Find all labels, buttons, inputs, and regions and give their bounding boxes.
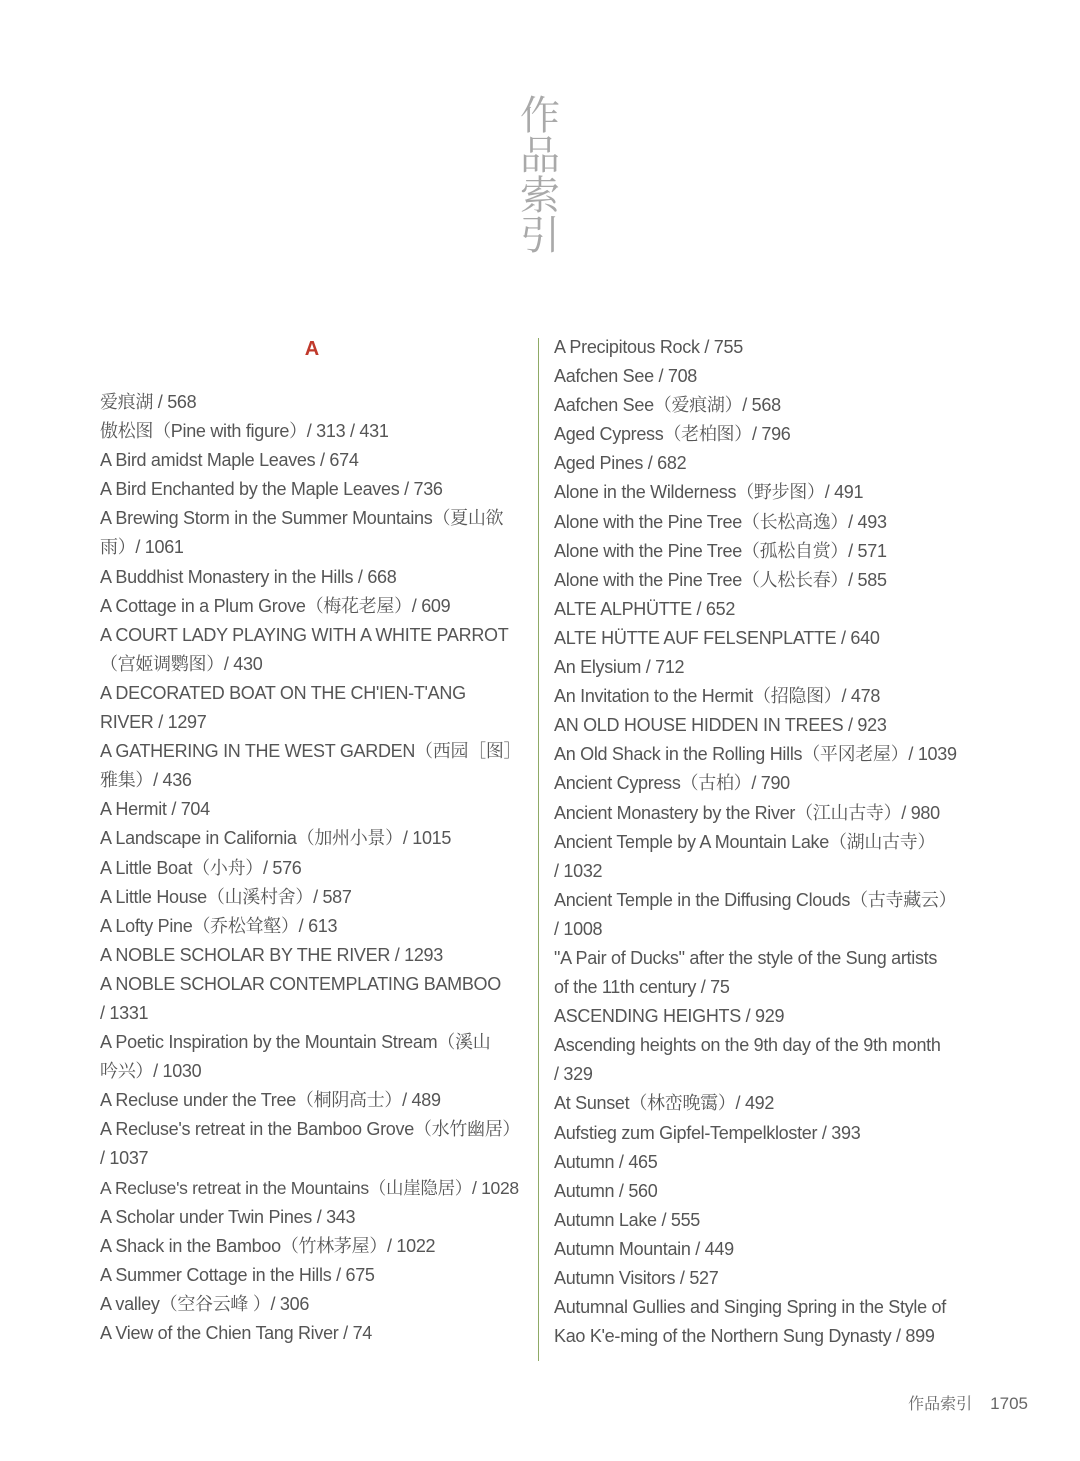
title-char: 品 [520, 133, 560, 179]
index-entry-line: 雨）/ 1061 [100, 537, 184, 558]
index-entry-line: A View of the Chien Tang River / 74 [100, 1323, 373, 1343]
index-entry-line: Aafchen See / 708 [554, 366, 698, 387]
index-entry-line: ALTE HÜTTE AUF FELSENPLATTE / 640 [554, 627, 880, 648]
index-entry-line: At Sunset（林峦晚霭）/ 492 [554, 1093, 775, 1114]
index-entry-line: An Invitation to the Hermit（招隐图）/ 478 [554, 686, 881, 707]
index-entry-line: / 329 [554, 1064, 593, 1085]
index-entry-line: Alone with the Pine Tree（孤松自赏）/ 571 [554, 540, 887, 561]
index-entry-line: 傲松图（Pine with figure）/ 313 / 431 [100, 421, 389, 442]
index-entry-line: A GATHERING IN THE WEST GARDEN（西园［图］ [100, 741, 522, 762]
index-entry-line: A COURT LADY PLAYING WITH A WHITE PARROT [100, 624, 509, 645]
index-entry-line: Kao K'e-ming of the Northern Sung Dynasty / 899 [554, 1326, 935, 1347]
index-entry-line: Aafchen See（爱痕湖）/ 568 [554, 395, 781, 416]
title-char: 引 [520, 213, 560, 259]
index-entry-line: A Bird amidst Maple Leaves / 674 [100, 450, 359, 471]
index-entry-line: 雅集）/ 436 [100, 770, 192, 791]
index-entry-line: A Hermit / 704 [100, 799, 210, 820]
index-entry-line: of the 11th century / 75 [554, 977, 730, 998]
index-entry-line: A Shack in the Bamboo（竹林茅屋）/ 1022 [100, 1235, 436, 1256]
page-number: 1705 [990, 1394, 1028, 1413]
index-entry-line: Autumn / 465 [554, 1151, 658, 1172]
index-entry-line: A Recluse under the Tree（桐阴高士）/ 489 [100, 1090, 441, 1111]
index-entry-line: Autumn Lake / 555 [554, 1209, 701, 1230]
index-entry-line: 爱痕湖 / 568 [100, 392, 197, 412]
index-entry-line: A NOBLE SCHOLAR CONTEMPLATING BAMBOO [100, 973, 501, 994]
index-entry-line: ASCENDING HEIGHTS / 929 [554, 1006, 785, 1027]
title-char: 作 [520, 93, 560, 139]
column-divider [538, 338, 539, 1361]
index-entry-line: A Buddhist Monastery in the Hills / 668 [100, 566, 397, 587]
index-entry-line: Autumnal Gullies and Singing Spring in the Style of [554, 1297, 946, 1318]
index-entry-line: Alone with the Pine Tree（长松高逸）/ 493 [554, 511, 887, 532]
section-letter: A [304, 338, 320, 360]
index-entry-line: Aufstieg zum Gipfel-Tempelkloster / 393 [554, 1122, 861, 1143]
index-entry-line: A Bird Enchanted by the Maple Leaves / 736 [100, 479, 443, 500]
index-entry-line: A DECORATED BOAT ON THE CH'IEN-T'ANG [100, 682, 466, 703]
index-entry-line: Autumn Mountain / 449 [554, 1238, 734, 1259]
index-entry-line: A Summer Cottage in the Hills / 675 [100, 1264, 375, 1285]
index-column-left [100, 388, 528, 1348]
index-entry-line: A Lofty Pine（乔松耸壑）/ 613 [100, 915, 338, 936]
page-footer [908, 1391, 1028, 1414]
index-entry-line: / 1037 [100, 1148, 149, 1169]
index-entry-line: A valley（空谷云峰 ）/ 306 [100, 1293, 310, 1314]
index-entry-line: A Recluse's retreat in the Bamboo Grove（水竹幽居） [100, 1119, 521, 1140]
index-entry-line: AN OLD HOUSE HIDDEN IN TREES / 923 [554, 715, 887, 736]
index-entry-line: ALTE ALPHÜTTE / 652 [554, 598, 736, 619]
index-entry-line: An Old Shack in the Rolling Hills（平冈老屋）/ 1039 [554, 744, 957, 765]
index-entry-line: A Scholar under Twin Pines / 343 [100, 1206, 356, 1227]
index-column-right [554, 333, 984, 1351]
index-entry-line: / 1032 [554, 860, 603, 881]
index-entry-line: A Poetic Inspiration by the Mountain Stream（溪山 [100, 1032, 491, 1053]
index-entry-line: A Recluse's retreat in the Mountains（山崖隐居）/ 1028 [100, 1177, 519, 1198]
index-entry-line: Alone with the Pine Tree（人松长春）/ 585 [554, 569, 887, 590]
index-entry-line: Autumn / 560 [554, 1180, 658, 1201]
index-entry-line: A Little House（山溪村舍）/ 587 [100, 886, 352, 907]
index-entry-line: Ascending heights on the 9th day of the 9th month [554, 1035, 941, 1056]
index-entry-line: / 1008 [554, 918, 603, 939]
index-entry-line: Ancient Cypress（古柏）/ 790 [554, 773, 790, 794]
index-entry-line: （宫姬调鹦图）/ 430 [100, 653, 263, 674]
index-entry-line: / 1331 [100, 1002, 149, 1023]
footer-label: 作品索引 [908, 1396, 973, 1413]
index-entry-line: "A Pair of Ducks" after the style of the Sung artists [554, 947, 938, 968]
index-entry-line: A Landscape in California（加州小景）/ 1015 [100, 828, 452, 849]
index-entry-line: Aged Pines / 682 [554, 453, 687, 474]
index-entry-line: A Cottage in a Plum Grove（梅花老屋）/ 609 [100, 595, 451, 616]
index-entry-line: Aged Cypress（老柏图）/ 796 [554, 424, 791, 445]
index-entry-line: A Precipitous Rock / 755 [554, 337, 743, 357]
index-entry-line: RIVER / 1297 [100, 712, 207, 733]
index-entry-line: An Elysium / 712 [554, 657, 685, 678]
page-title [515, 93, 565, 259]
index-entry-line: Autumn Visitors / 527 [554, 1268, 719, 1288]
index-entry-line: Ancient Temple by A Mountain Lake（湖山古寺） [554, 831, 936, 852]
index-entry-line: A NOBLE SCHOLAR BY THE RIVER / 1293 [100, 944, 443, 965]
index-entry-line: Ancient Monastery by the River（江山古寺）/ 980 [554, 802, 940, 823]
title-char: 索 [520, 173, 560, 219]
index-entry-line: Ancient Temple in the Diffusing Clouds（古寺藏云） [554, 889, 957, 910]
index-entry-line: 吟兴）/ 1030 [100, 1061, 202, 1082]
index-entry-line: Alone in the Wilderness（野步图）/ 491 [554, 482, 864, 503]
index-entry-line: A Brewing Storm in the Summer Mountains（夏山欲 [100, 508, 504, 529]
index-entry-line: A Little Boat（小舟）/ 576 [100, 857, 302, 878]
